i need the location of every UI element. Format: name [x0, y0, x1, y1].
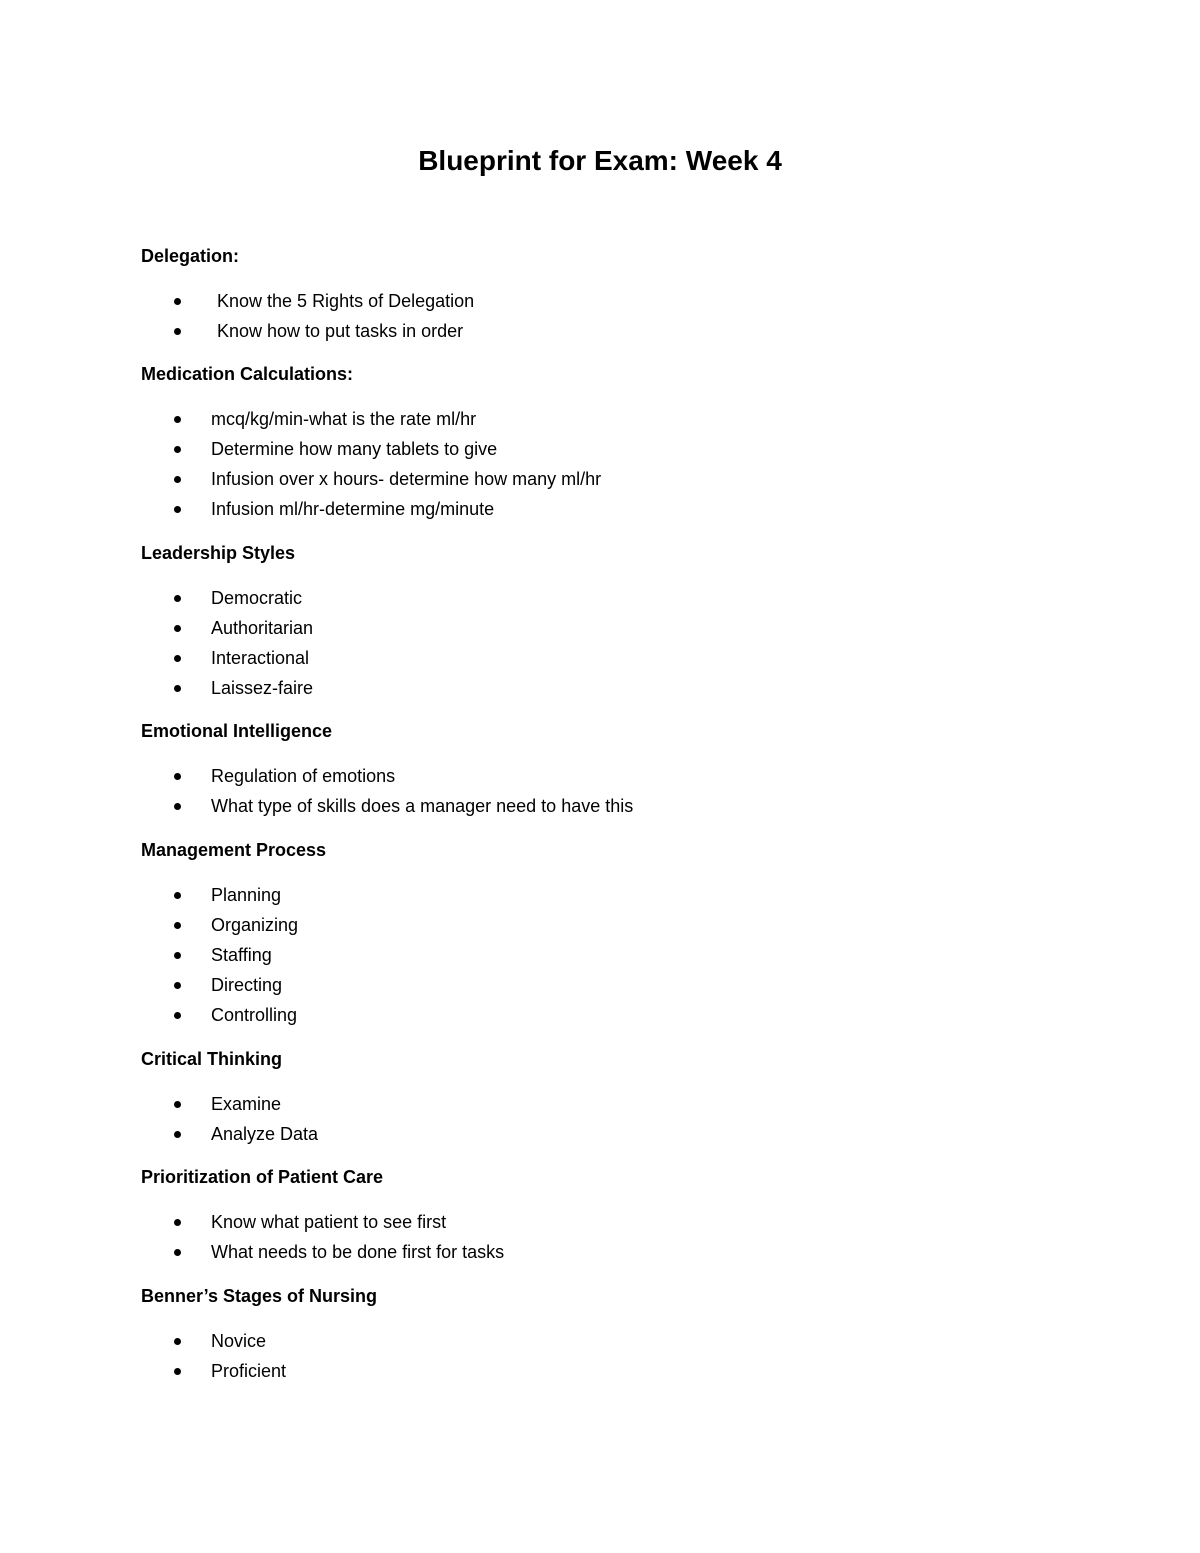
- list-item: Proficient: [141, 1356, 1041, 1386]
- page-title: Blueprint for Exam: Week 4: [418, 145, 782, 176]
- list-item: Novice: [141, 1326, 1041, 1356]
- bullet-icon: [174, 446, 181, 453]
- bullet-icon: [174, 952, 181, 959]
- list-item: Infusion ml/hr-determine mg/minute: [141, 494, 1041, 524]
- bullet-icon: [174, 1131, 181, 1138]
- list-item: Organizing: [141, 910, 1041, 940]
- list-item: Infusion over x hours- determine how many ml/hr: [141, 464, 1041, 494]
- list-item: Interactional: [141, 643, 1041, 673]
- section-heading: Benner’s Stages of Nursing: [141, 1286, 378, 1306]
- section-emotional-intelligence: [141, 719, 1041, 821]
- bullet-icon: [174, 1012, 181, 1019]
- section-critical-thinking: [141, 1047, 1041, 1149]
- bullet-icon: [174, 685, 181, 692]
- list-item: mcq/kg/min-what is the rate ml/hr: [141, 404, 1041, 434]
- bullet-list: [141, 761, 1041, 821]
- bullet-icon: [174, 773, 181, 780]
- bullet-list: [141, 286, 1041, 346]
- section-benners-stages-of-nursing: [141, 1284, 1041, 1386]
- list-item: Know how to put tasks in order: [141, 316, 1041, 346]
- list-item: Determine how many tablets to give: [141, 434, 1041, 464]
- bullet-icon: [174, 803, 181, 810]
- list-item: Know what patient to see first: [141, 1207, 1041, 1237]
- list-item: Controlling: [141, 1000, 1041, 1030]
- list-item: Know the 5 Rights of Delegation: [141, 286, 1041, 316]
- section-heading: Critical Thinking: [141, 1049, 283, 1069]
- list-item: Analyze Data: [141, 1119, 1041, 1149]
- section-medication-calculations: [141, 362, 1041, 524]
- bullet-icon: [174, 625, 181, 632]
- bullet-icon: [174, 1101, 181, 1108]
- list-item: Examine: [141, 1089, 1041, 1119]
- bullet-icon: [174, 892, 181, 899]
- bullet-list: [141, 1089, 1041, 1149]
- bullet-list: [141, 1326, 1041, 1386]
- section-heading: Emotional Intelligence: [141, 721, 333, 741]
- bullet-icon: [174, 1219, 181, 1226]
- list-item: Planning: [141, 880, 1041, 910]
- bullet-list: [141, 880, 1041, 1030]
- section-heading: Prioritization of Patient Care: [141, 1167, 384, 1187]
- bullet-icon: [174, 416, 181, 423]
- section-heading: Leadership Styles: [141, 543, 296, 563]
- list-item: Directing: [141, 970, 1041, 1000]
- section-prioritization-of-patient-care: [141, 1165, 1041, 1267]
- bullet-list: [141, 583, 1041, 703]
- list-item: Democratic: [141, 583, 1041, 613]
- bullet-list: [141, 1207, 1041, 1267]
- section-heading: Medication Calculations:: [141, 364, 354, 384]
- list-item: Authoritarian: [141, 613, 1041, 643]
- list-item: What needs to be done first for tasks: [141, 1237, 1041, 1267]
- bullet-icon: [174, 655, 181, 662]
- bullet-icon: [174, 595, 181, 602]
- bullet-icon: [174, 1368, 181, 1375]
- section-delegation: [141, 244, 1041, 346]
- bullet-icon: [174, 922, 181, 929]
- section-leadership-styles: [141, 541, 1041, 703]
- bullet-icon: [174, 982, 181, 989]
- section-heading: Delegation:: [141, 246, 240, 266]
- bullet-list: [141, 404, 1041, 524]
- list-item: What type of skills does a manager need to have this: [141, 791, 1041, 821]
- list-item: Staffing: [141, 940, 1041, 970]
- list-item: Laissez-faire: [141, 673, 1041, 703]
- bullet-icon: [174, 298, 181, 305]
- section-heading: Management Process: [141, 840, 327, 860]
- list-item: Regulation of emotions: [141, 761, 1041, 791]
- bullet-icon: [174, 328, 181, 335]
- bullet-icon: [174, 506, 181, 513]
- bullet-icon: [174, 476, 181, 483]
- bullet-icon: [174, 1249, 181, 1256]
- section-management-process: [141, 838, 1041, 1030]
- bullet-icon: [174, 1338, 181, 1345]
